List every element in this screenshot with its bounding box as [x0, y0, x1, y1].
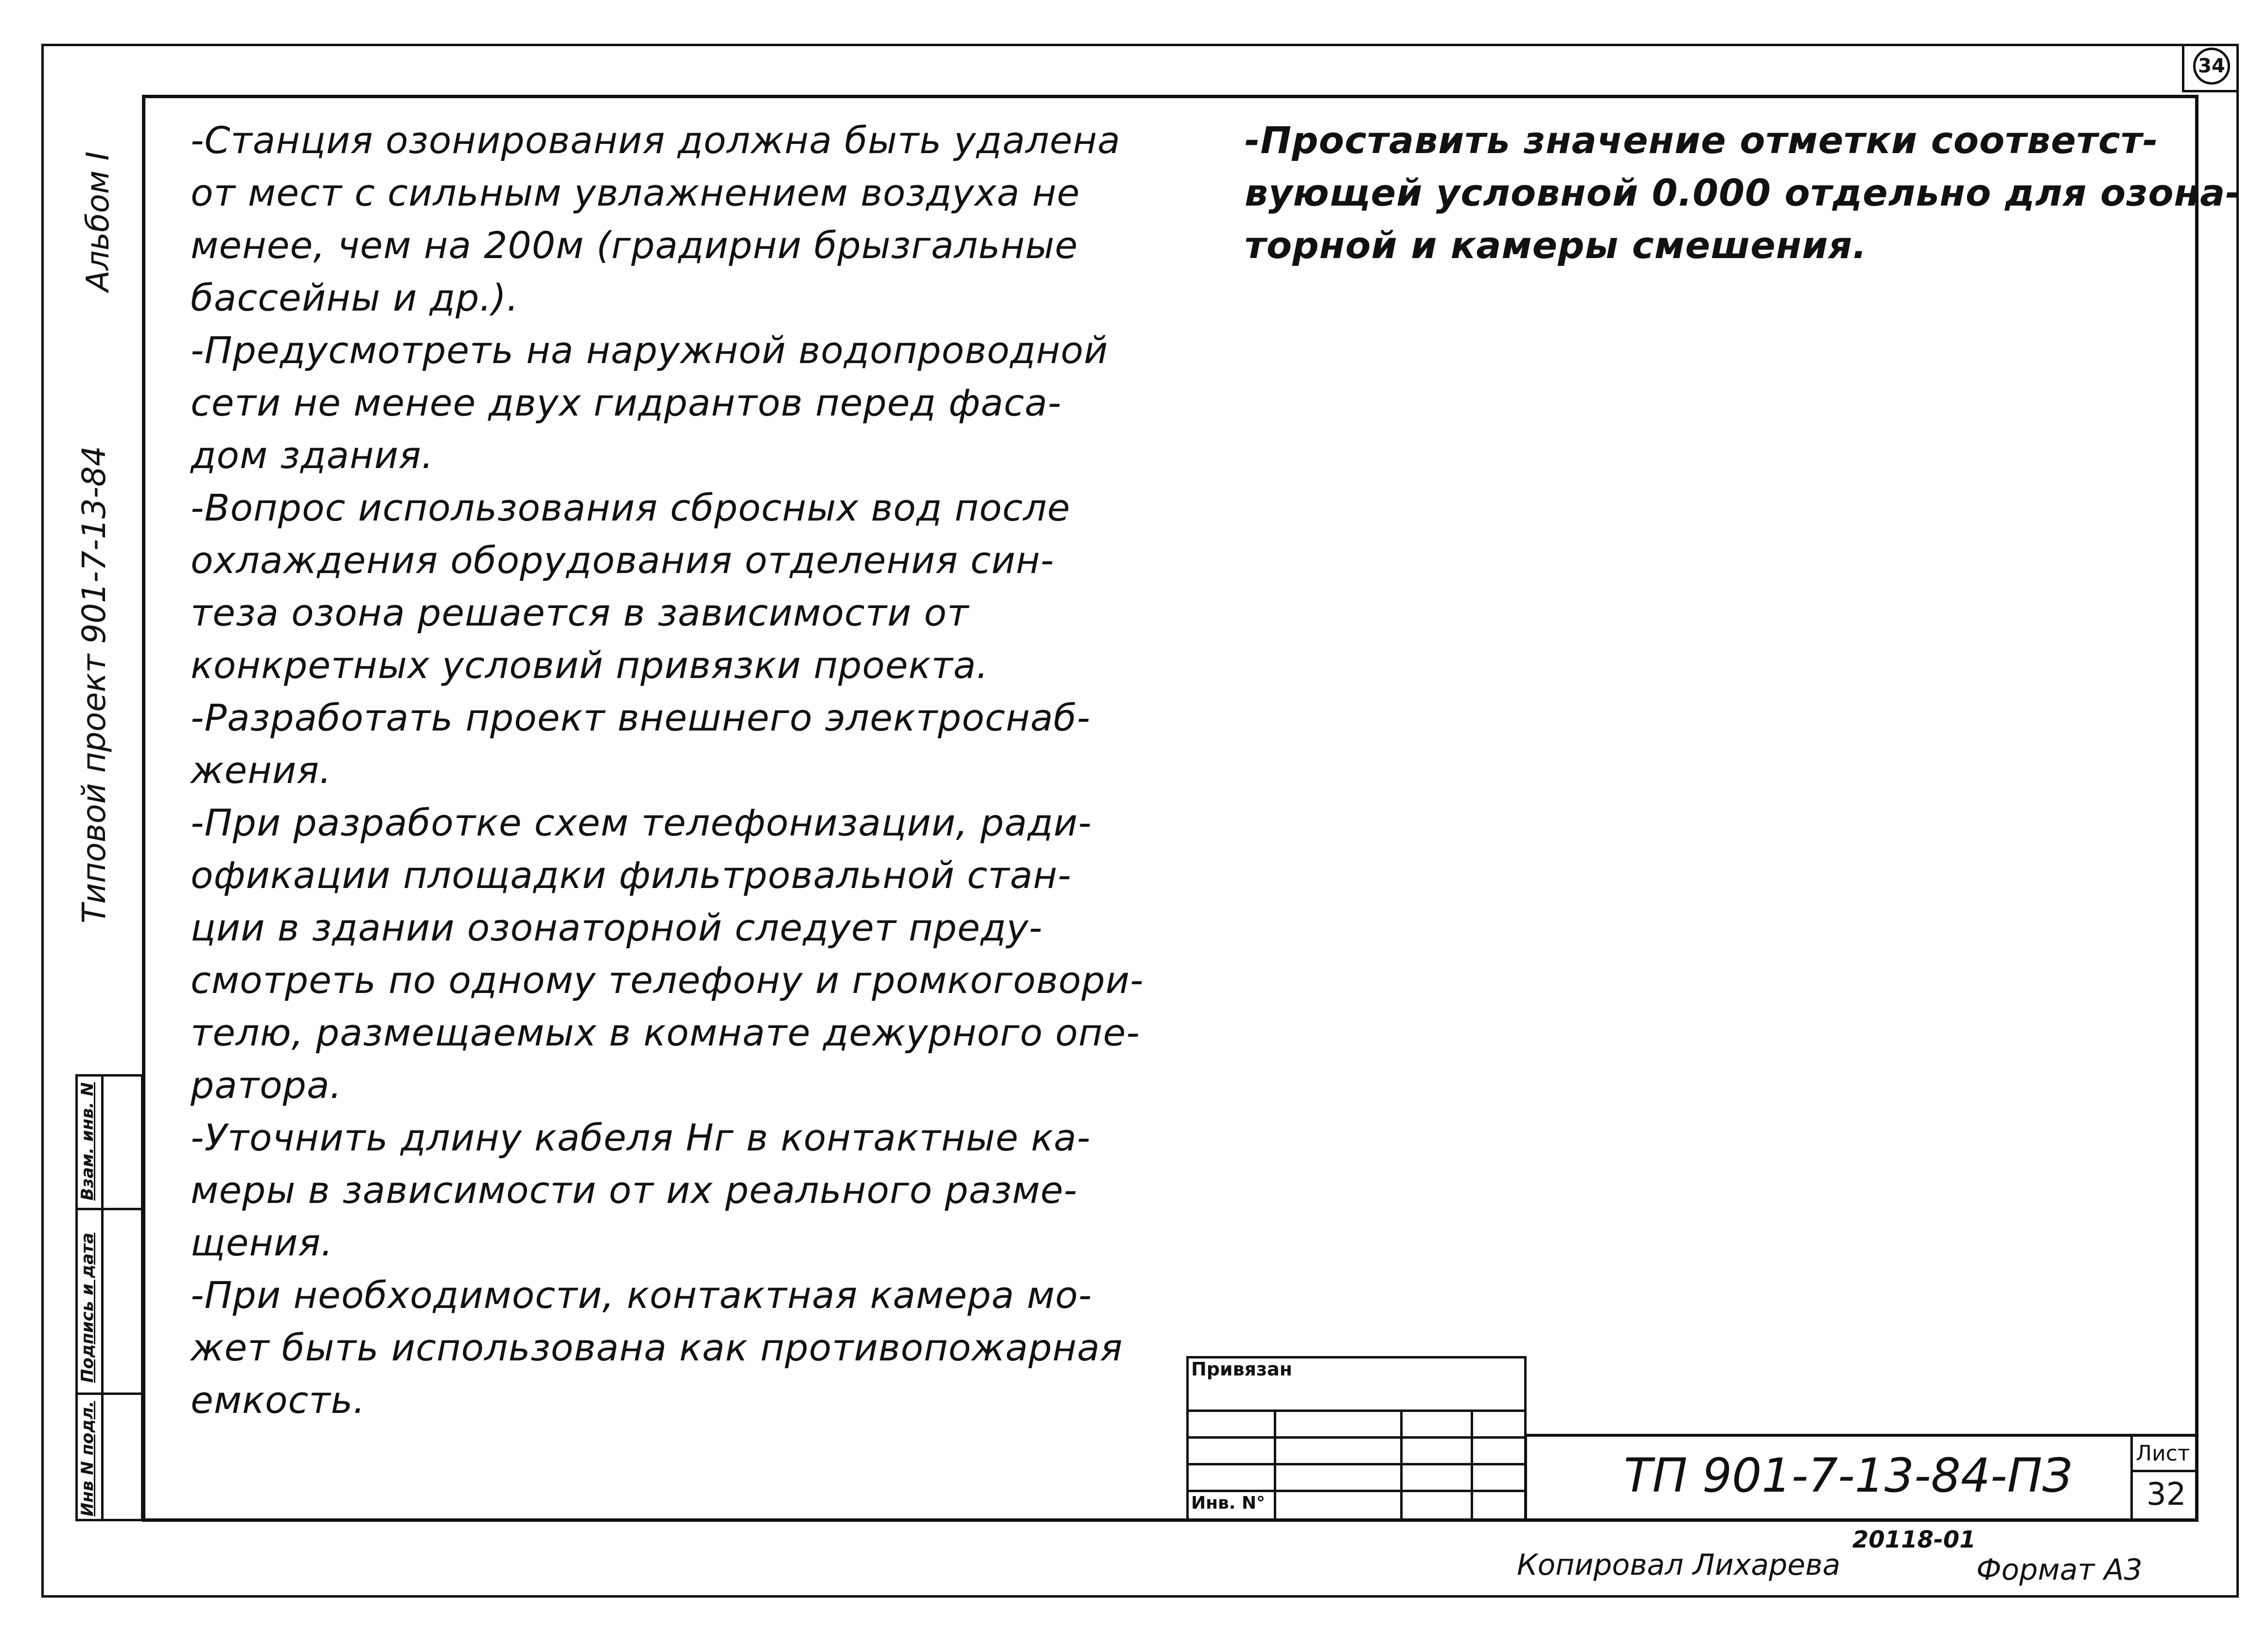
copied-by: Копировал Лихарева [1517, 1548, 1841, 1582]
title-block-left [1524, 1434, 1527, 1521]
sheet-number: 32 [2146, 1477, 2186, 1513]
box-inv-orig: Инв N подл. [78, 1401, 97, 1516]
text-line: конкретных условий привязки проекта. [191, 644, 989, 687]
inv-number-label: Инв. N° [1191, 1493, 1266, 1513]
text-line: телю, размещаемых в комнате дежурного опе- [191, 1011, 1140, 1054]
text-line: -Предусмотреть на наружной водопроводной [191, 329, 1108, 372]
binding-stamp-v1 [1274, 1410, 1276, 1521]
binding-stamp-v3 [1471, 1410, 1473, 1521]
text-line: емкость. [191, 1378, 366, 1422]
text-line: ратора. [191, 1063, 342, 1107]
text-line: теза озона решается в зависимости от [191, 591, 969, 634]
box-sign-date: Подпись и дата [78, 1233, 97, 1383]
paragraph-telephony [191, 797, 1144, 1112]
paragraph-ozone-station-distance [191, 114, 1144, 324]
page-number: 34 [2198, 55, 2225, 77]
margin-stamp-divider-2 [78, 1392, 141, 1395]
text-line: жения. [191, 748, 332, 792]
project-label: Типовой проект 901-7-13-84 [75, 446, 113, 923]
text-line: от мест с сильным увлажнением воздуха не [191, 171, 1080, 214]
text-line: ции в здании озонаторной следует преду- [191, 906, 1043, 949]
text-line: -Станция озонирования должна быть удалена [191, 119, 1121, 162]
sheet-label: Лист [2136, 1441, 2190, 1466]
inner-frame-top [142, 95, 2198, 98]
box-inv-replace: Взам. инв. N [78, 1082, 97, 1201]
binding-stamp-h2 [1189, 1436, 1524, 1439]
margin-stamp-divider-v [101, 1077, 104, 1519]
text-line: менее, чем на 200м (градирни брызгальные [191, 224, 1078, 267]
paper-format: Формат А3 [1976, 1553, 2143, 1587]
privyazan-label: Привязан [1191, 1358, 1293, 1380]
album-label: Альбом I [80, 151, 116, 292]
order-number: 20118-01 [1852, 1526, 1976, 1553]
paragraph-contact-chamber [191, 1269, 1144, 1427]
paragraph-waste-water [191, 482, 1144, 692]
text-line: меры в зависимости от их реального разме- [191, 1168, 1078, 1212]
margin-stamp-divider-1 [78, 1208, 141, 1210]
text-line: офикации площадки фильтровальной стан- [191, 853, 1072, 897]
paragraph-hydrants [191, 324, 1144, 482]
text-line: -Проставить значение отметки соответст- [1245, 119, 2159, 162]
text-line: -Вопрос использования сбросных вод после [191, 486, 1071, 529]
outer-frame-top [41, 44, 2239, 46]
page-number-box [2182, 44, 2236, 92]
text-line: дом здания. [191, 434, 434, 477]
text-line: -При необходимости, контактная камера мо- [191, 1273, 1092, 1317]
text-line: бассейны и др.). [191, 276, 519, 319]
text-line: вующей условной 0.000 отдельно для озона- [1245, 171, 2241, 214]
paragraph-elevation-mark [1245, 114, 2241, 272]
text-line: -При разработке схем телефонизации, ради- [191, 801, 1092, 844]
paragraph-cable-length [191, 1112, 1144, 1269]
text-line: сети не менее двух гидрантов перед фаса- [191, 381, 1062, 424]
text-line: -Разработать проект внешнего электроснаб- [191, 696, 1091, 739]
binding-stamp-v2 [1400, 1410, 1403, 1521]
right-text-column [1245, 114, 2241, 272]
binding-stamp-h3 [1189, 1463, 1524, 1465]
inner-frame-right [2195, 95, 2198, 1522]
text-line: охлаждения оборудования отделения син- [191, 539, 1055, 582]
sheet-cell-divider [2130, 1470, 2198, 1472]
text-line: -Уточнить длину кабеля Нг в контактные ка- [191, 1116, 1091, 1159]
outer-frame-right [2236, 44, 2239, 1598]
inner-frame-bottom [142, 1518, 2198, 1522]
outer-frame-bottom [41, 1595, 2239, 1598]
binding-stamp-h4 [1189, 1490, 1524, 1492]
outer-frame-left [41, 44, 44, 1598]
page-number-circle [2193, 48, 2230, 85]
text-line: жет быть использована как противопожарная [191, 1326, 1123, 1369]
paragraph-power-supply [191, 692, 1144, 797]
sheet-cell-left [2130, 1434, 2133, 1521]
binding-stamp-h1 [1189, 1410, 1524, 1412]
left-text-column [191, 114, 1144, 1427]
text-line: смотреть по одному телефону и громкоговори- [191, 958, 1144, 1002]
document-designation: ТП 901-7-13-84-ПЗ [1624, 1448, 2073, 1503]
text-line: торной и камеры смешения. [1245, 224, 1867, 267]
text-line: щения. [191, 1221, 334, 1264]
title-block-top [1524, 1434, 2198, 1437]
